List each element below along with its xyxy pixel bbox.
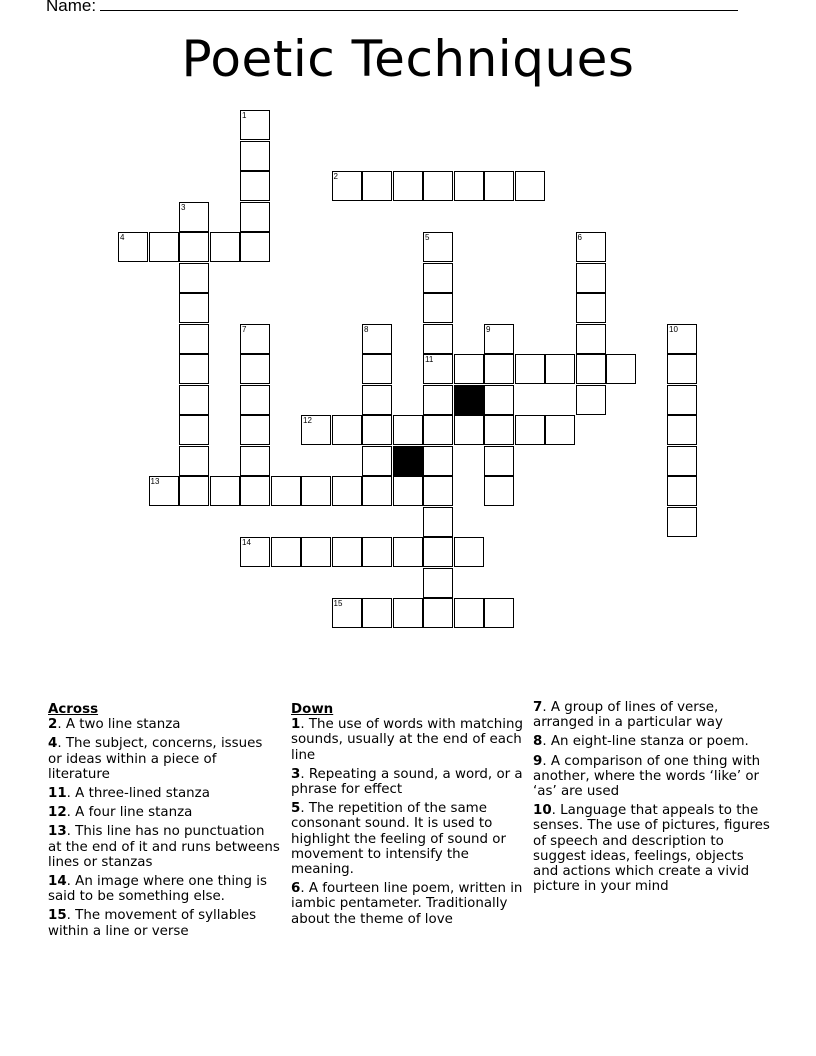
clue-text: An image where one thing is said to be something else. xyxy=(48,874,267,905)
clue-number-label: 14 xyxy=(242,538,251,547)
crossword-cell[interactable] xyxy=(423,354,453,384)
clue-item: 7. A group of lines of verse, arranged in a particular way xyxy=(533,700,723,731)
crossword-cell[interactable] xyxy=(179,354,209,384)
crossword-cell[interactable] xyxy=(484,324,514,354)
crossword-cell[interactable] xyxy=(332,598,362,628)
clue-number: 2 xyxy=(48,717,58,733)
clue-text: Language that appeals to the senses. The use of pictures, figures of speech and description to suggest ideas, feelings, objects and actions which create a vivid picture in your mind xyxy=(533,803,770,895)
crossword-cell[interactable] xyxy=(576,263,606,293)
clue-number: 3 xyxy=(291,766,301,782)
clue-item: 8. An eight-line stanza or poem. xyxy=(533,734,749,750)
crossword-cell[interactable] xyxy=(393,598,423,628)
crossword-cell[interactable] xyxy=(423,415,453,445)
crossword-cell[interactable] xyxy=(210,232,240,262)
clue-text: The use of words with matching sounds, usually at the end of each line xyxy=(291,717,523,763)
clue-number: 8 xyxy=(533,734,543,750)
crossword-cell[interactable] xyxy=(667,324,697,354)
crossword-cell[interactable] xyxy=(362,537,392,567)
down-clue-list-1 xyxy=(291,717,525,927)
crossword-cell[interactable] xyxy=(515,171,545,201)
crossword-cell[interactable] xyxy=(240,415,270,445)
clue-text: Repeating a sound, a word, or a phrase for effect xyxy=(291,766,523,798)
clue-number-label: 7 xyxy=(242,324,247,334)
crossword-cell[interactable] xyxy=(576,324,606,354)
down-clues-column-2 xyxy=(533,700,773,898)
crossword-cell[interactable] xyxy=(393,171,423,201)
crossword-cell[interactable] xyxy=(454,415,484,445)
clue-number-label: 1 xyxy=(242,111,247,120)
crossword-cell[interactable] xyxy=(606,354,636,384)
crossword-cell[interactable] xyxy=(240,324,270,354)
clue-number: 11 xyxy=(48,786,67,802)
clue-item: 3. Repeating a sound, a word, or a phrase for effect xyxy=(291,766,523,798)
crossword-cell[interactable] xyxy=(423,537,453,567)
crossword-cell[interactable] xyxy=(332,476,362,506)
across-heading: Across xyxy=(48,702,99,717)
crossword-cell[interactable] xyxy=(240,110,270,140)
page-title: Poetic Techniques xyxy=(181,30,635,88)
clue-text: A comparison of one thing with another, where the words ‘like’ or ‘as’ are used xyxy=(533,753,761,800)
crossword-cell[interactable] xyxy=(301,476,331,506)
clue-text: An eight-line stanza or poem. xyxy=(550,734,749,750)
crossword-cell[interactable] xyxy=(332,415,362,445)
clue-number-label: 11 xyxy=(425,355,434,364)
crossword-cell[interactable] xyxy=(240,171,270,201)
crossword-cell[interactable] xyxy=(149,476,179,506)
clue-number: 4 xyxy=(48,736,58,752)
crossword-cell[interactable] xyxy=(545,415,575,445)
crossword-cell[interactable] xyxy=(484,476,514,506)
crossword-cell[interactable] xyxy=(667,507,697,537)
crossword-cell[interactable] xyxy=(667,385,697,415)
crossword-cell[interactable] xyxy=(484,171,514,201)
crossword-cell[interactable] xyxy=(576,385,606,415)
clue-item: 1. The use of words with matching sounds, usually at the end of each line xyxy=(291,717,523,763)
crossword-cell[interactable] xyxy=(423,598,453,628)
clue-text: A three-lined stanza xyxy=(75,786,210,802)
clue-item: 6. A fourteen line poem, written in iambic pentameter. Traditionally about the theme of love xyxy=(291,881,523,927)
crossword-cell[interactable] xyxy=(179,324,209,354)
crossword-cell[interactable] xyxy=(240,446,270,476)
crossword-cell[interactable] xyxy=(179,263,209,293)
crossword-cell[interactable] xyxy=(423,385,453,415)
clue-number: 6 xyxy=(291,881,301,897)
clue-text: A fourteen line poem, written in iambic pentameter. Traditionally about the theme of love xyxy=(291,881,523,927)
clue-number-label: 12 xyxy=(303,416,312,425)
crossword-cell[interactable] xyxy=(667,415,697,445)
crossword-cell[interactable] xyxy=(179,202,209,232)
crossword-cell[interactable] xyxy=(484,385,514,415)
crossword-cell[interactable] xyxy=(240,141,270,171)
clue-number: 7 xyxy=(533,700,543,715)
crossword-cell[interactable] xyxy=(362,476,392,506)
clue-item: 4. The subject, concerns, issues or ideas within a piece of literature xyxy=(48,736,263,782)
clue-number: 13 xyxy=(48,824,67,840)
crossword-cell[interactable] xyxy=(393,476,423,506)
crossword-cell[interactable] xyxy=(179,293,209,323)
name-label: Name: xyxy=(46,0,97,15)
crossword-cell[interactable] xyxy=(179,415,209,445)
crossword-cell[interactable] xyxy=(362,446,392,476)
clue-text: The subject, concerns, issues or ideas within a piece of literature xyxy=(48,736,263,782)
clue-number: 10 xyxy=(533,803,552,819)
crossword-cell[interactable] xyxy=(240,476,270,506)
crossword-cell[interactable] xyxy=(362,385,392,415)
crossword-cell[interactable] xyxy=(576,232,606,262)
crossword-cell[interactable] xyxy=(240,385,270,415)
crossword-cell[interactable] xyxy=(423,507,453,537)
clue-number-label: 6 xyxy=(577,233,582,242)
crossword-cell[interactable] xyxy=(210,476,240,506)
crossword-cell[interactable] xyxy=(393,415,423,445)
crossword-cell[interactable] xyxy=(149,232,179,262)
crossword-cell[interactable] xyxy=(179,446,209,476)
crossword-cell[interactable] xyxy=(118,232,148,262)
crossword-cell[interactable] xyxy=(301,415,331,445)
crossword-cell[interactable] xyxy=(454,171,484,201)
clue-number: 12 xyxy=(48,805,67,821)
clue-item: 13. This line has no punctuation at the end of it and runs betweens lines or stanzas xyxy=(48,824,280,870)
crossword-cell[interactable] xyxy=(484,415,514,445)
crossword-cell[interactable] xyxy=(454,537,484,567)
clue-number-label: 4 xyxy=(120,233,125,242)
crossword-cell[interactable] xyxy=(423,232,453,262)
crossword-cell[interactable] xyxy=(423,263,453,293)
crossword-cell[interactable] xyxy=(484,446,514,476)
clue-item: 5. The repetition of the same consonant sound. It is used to highlight the feeling of sound or movement to intensify the meaning. xyxy=(291,801,506,878)
crossword-cell[interactable] xyxy=(423,476,453,506)
crossword-cell[interactable] xyxy=(332,537,362,567)
crossword-cell[interactable] xyxy=(515,415,545,445)
clue-number-label: 13 xyxy=(150,477,160,486)
clue-text: The repetition of the same consonant sound. It is used to highlight the feeling of sound or movement to intensify the meaning. xyxy=(291,801,506,878)
clue-number-label: 10 xyxy=(669,324,678,334)
crossword-cell[interactable] xyxy=(362,598,392,628)
crossword-cell[interactable] xyxy=(362,354,392,384)
black-square xyxy=(393,446,423,476)
down-clue-list-2 xyxy=(533,700,773,894)
clue-item: 10. Language that appeals to the senses. The use of pictures, figures of speech and description to suggest ideas, feelings, objects and actions which create a vivid picture in your mind xyxy=(533,803,770,895)
clue-number-label: 5 xyxy=(425,233,430,242)
clue-number: 15 xyxy=(48,908,67,924)
down-heading: Down xyxy=(291,702,334,717)
crossword-cell[interactable] xyxy=(667,446,697,476)
across-clue-list xyxy=(48,717,280,939)
clue-number-label: 8 xyxy=(364,324,369,334)
clue-number-label: 9 xyxy=(486,324,491,334)
crossword-cell[interactable] xyxy=(484,354,514,384)
crossword-cell[interactable] xyxy=(179,385,209,415)
crossword-cell[interactable] xyxy=(576,293,606,323)
clue-item: 2. A two line stanza xyxy=(48,717,181,733)
crossword-cell[interactable] xyxy=(301,537,331,567)
crossword-cell[interactable] xyxy=(362,324,392,354)
clue-text: A two line stanza xyxy=(65,717,181,733)
crossword-cell[interactable] xyxy=(332,171,362,201)
clue-number: 5 xyxy=(291,801,301,817)
clue-number-label: 2 xyxy=(333,172,338,181)
crossword-cell[interactable] xyxy=(423,293,453,323)
crossword-cell[interactable] xyxy=(423,171,453,201)
clue-number-label: 15 xyxy=(333,599,343,608)
clue-text: A four line stanza xyxy=(75,805,193,821)
crossword-cell[interactable] xyxy=(240,202,270,232)
crossword-cell[interactable] xyxy=(240,537,270,567)
crossword-cell[interactable] xyxy=(393,537,423,567)
clue-text: A group of lines of verse, arranged in a particular way xyxy=(533,700,723,731)
crossword-cell[interactable] xyxy=(362,171,392,201)
crossword-cell[interactable] xyxy=(271,476,301,506)
crossword-cell[interactable] xyxy=(423,446,453,476)
crossword-cell[interactable] xyxy=(271,537,301,567)
crossword-cell[interactable] xyxy=(454,354,484,384)
crossword-cell[interactable] xyxy=(240,232,270,262)
crossword-cell[interactable] xyxy=(576,354,606,384)
clue-item: 9. A comparison of one thing with another, where the words ‘like’ or ‘as’ are used xyxy=(533,753,761,800)
clue-number: 1 xyxy=(291,717,301,733)
clue-item: 14. An image where one thing is said to be something else. xyxy=(48,874,267,905)
clue-number: 9 xyxy=(533,753,543,769)
clue-text: This line has no punctuation at the end of it and runs betweens lines or stanzas xyxy=(48,824,280,870)
crossword-cell[interactable] xyxy=(423,568,453,598)
clue-text: The movement of syllables within a line or verse xyxy=(48,908,257,939)
crossword-cell[interactable] xyxy=(515,354,545,384)
crossword-cell[interactable] xyxy=(179,232,209,262)
crossword-cell[interactable] xyxy=(667,354,697,384)
crossword-cell[interactable] xyxy=(545,354,575,384)
crossword-cell[interactable] xyxy=(484,598,514,628)
crossword-cell[interactable] xyxy=(362,415,392,445)
clue-item: 15. The movement of syllables within a line or verse xyxy=(48,908,257,939)
crossword-cell[interactable] xyxy=(667,476,697,506)
crossword-cell[interactable] xyxy=(454,598,484,628)
crossword-cell[interactable] xyxy=(240,354,270,384)
black-square xyxy=(454,385,484,415)
across-clues-column xyxy=(48,700,280,943)
clue-number: 14 xyxy=(48,874,67,890)
clue-item: 12. A four line stanza xyxy=(48,805,193,821)
crossword-cell[interactable] xyxy=(423,324,453,354)
down-clues-column-1 xyxy=(291,700,525,931)
clue-number-label: 3 xyxy=(181,202,186,212)
crossword-cell[interactable] xyxy=(179,476,209,506)
clue-item: 11. A three-lined stanza xyxy=(48,786,210,802)
